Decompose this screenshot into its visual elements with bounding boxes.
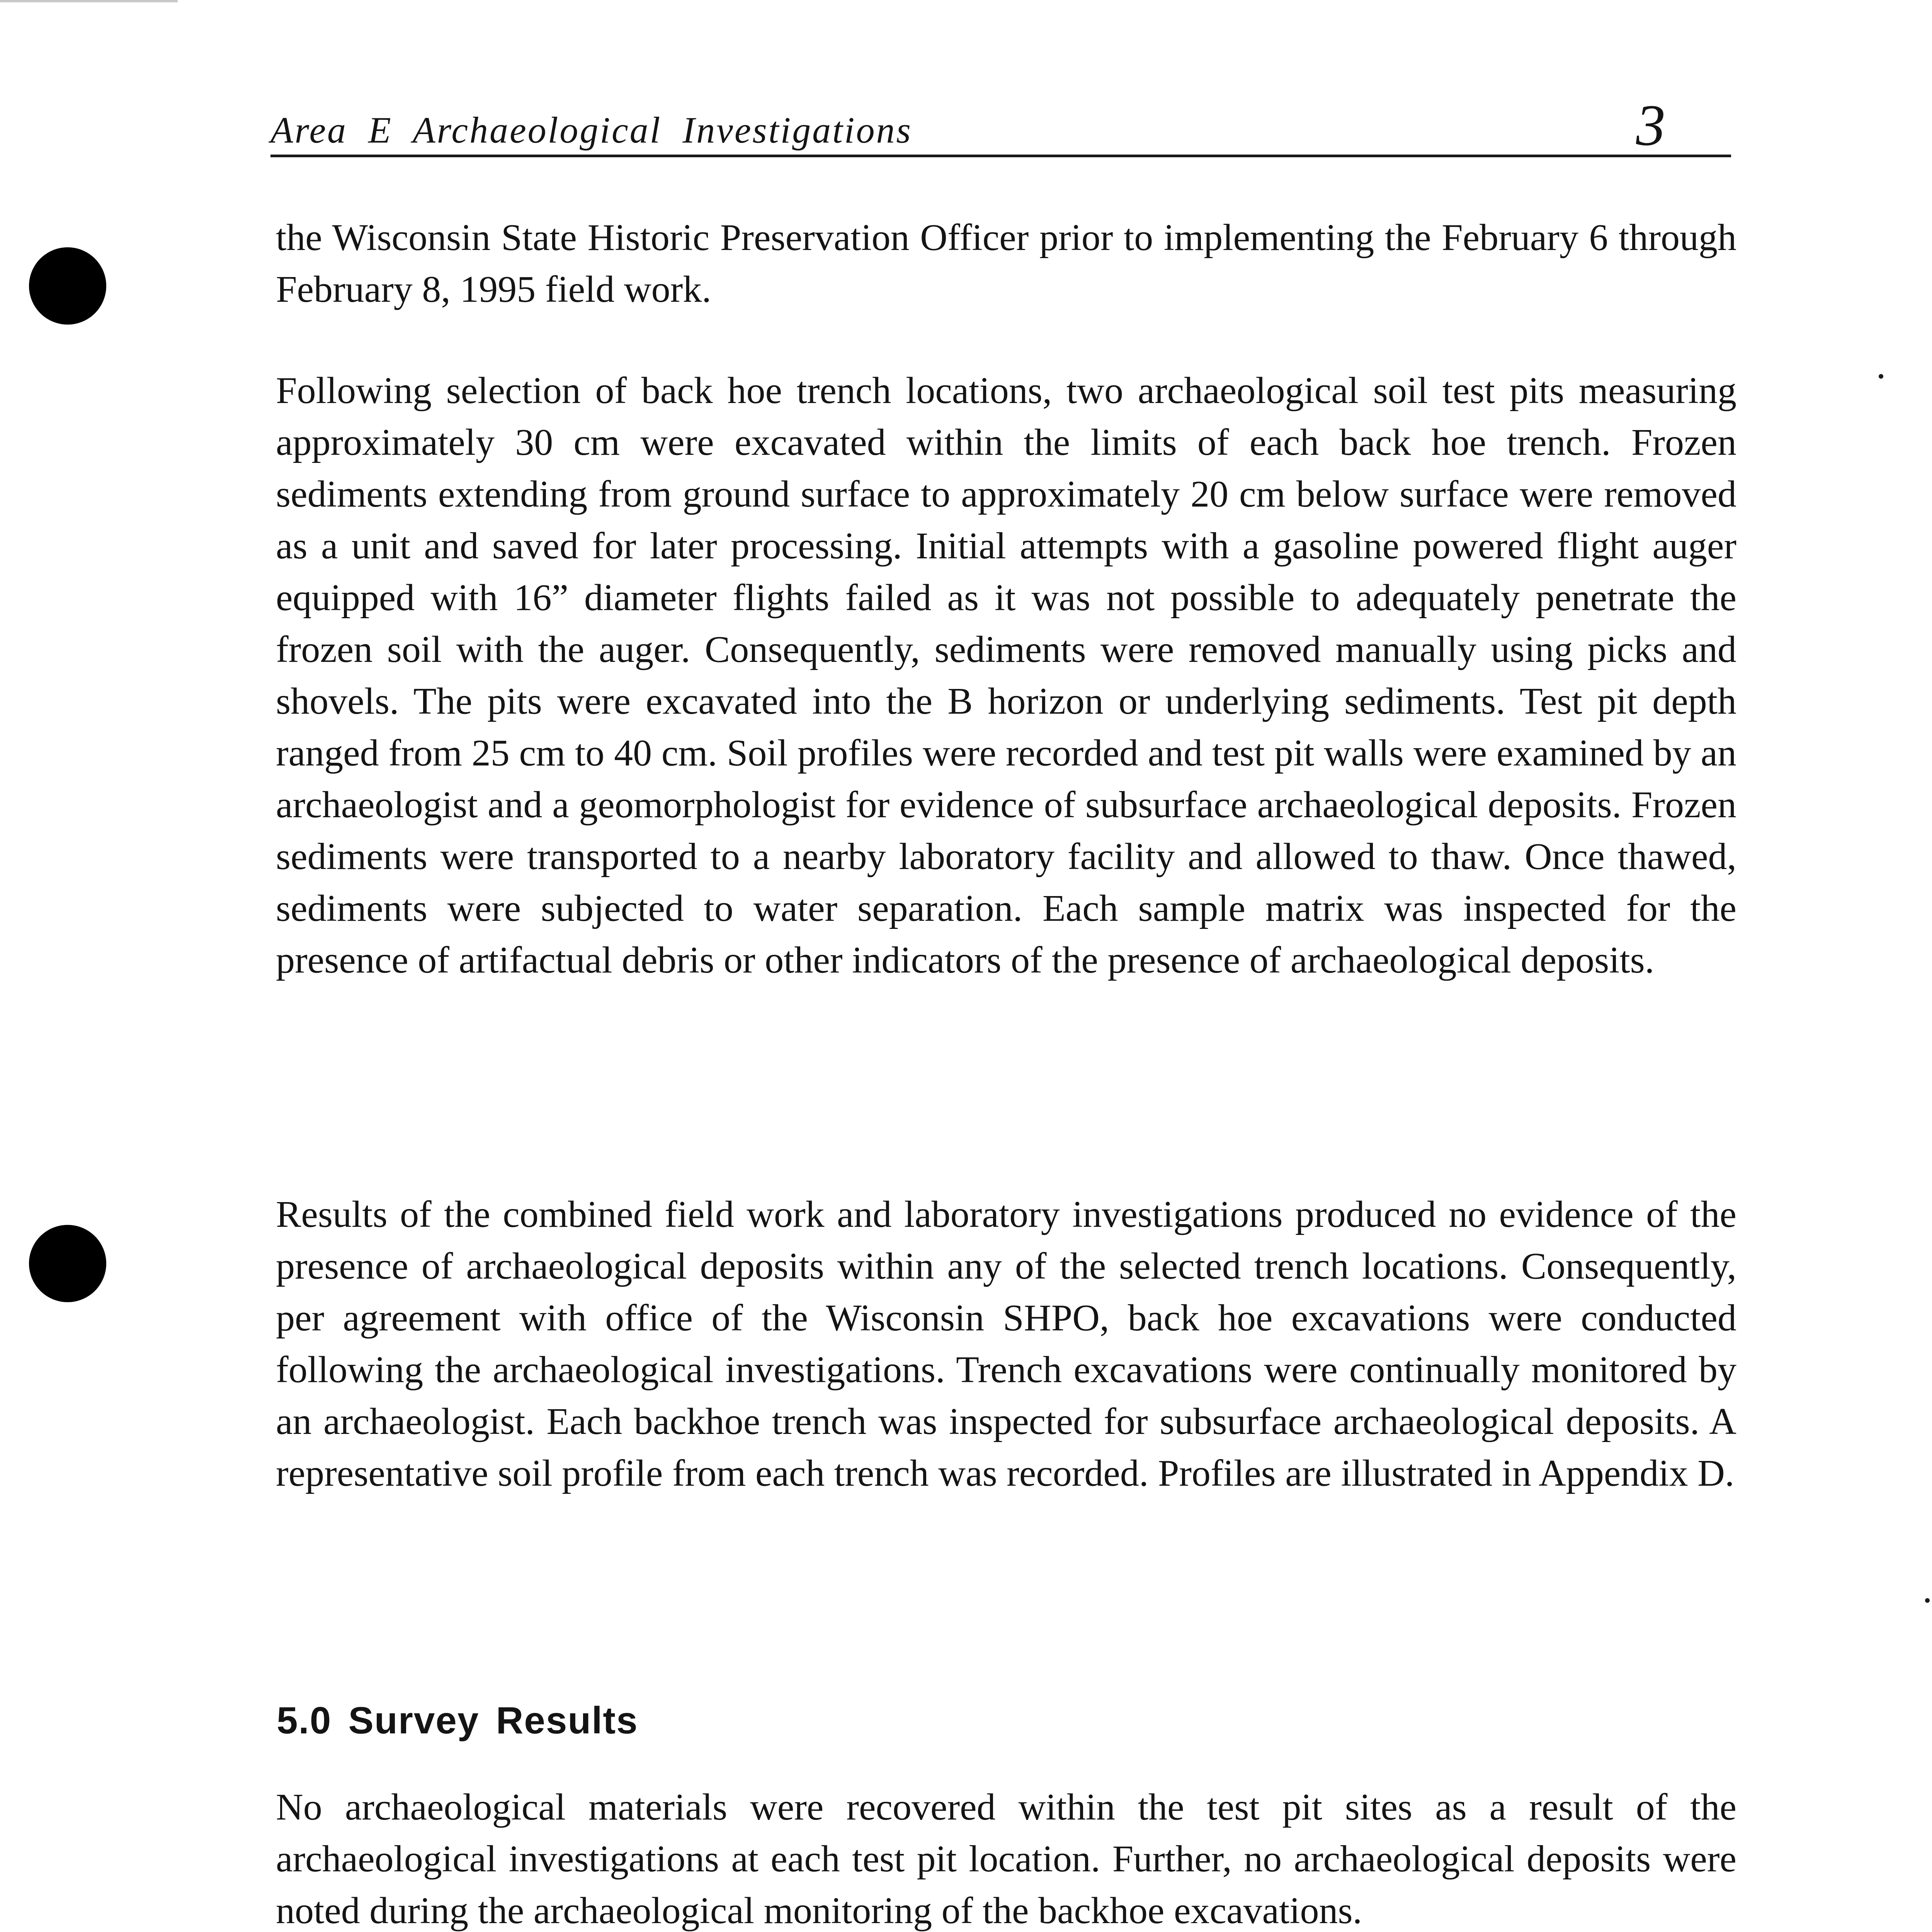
binder-hole-top (29, 247, 106, 325)
paragraph-field-methods: Following selection of back hoe trench locations, two archaeological soil test pits measuring approximately 30 cm were excavated within the limits of each back hoe trench. Frozen sediments extending from ground surface to approximately 20 cm below surface were removed as a unit and saved for later processing. Initial attempts with a gasoline powered flight auger equipped with 16” diameter flights failed as it was not possible to adequately penetrate the frozen soil with the auger. Consequently, sediments were removed manually using picks and shovels. The pits were excavated into the B horizon or underlying sediments. Test pit depth ranged from 25 cm to 40 cm. Soil profiles were recorded and test pit walls were examined by an archaeologist and a geomorphologist for evidence of subsurface archaeological deposits. Frozen sediments were transported to a nearby laboratory facility and allowed to thaw. Once thawed, sediments were subjected to water separation. Each sample matrix was inspected for the presence of artifactual debris or other indicators of the presence of archaeological deposits. (276, 370, 1736, 981)
scan-edge-mark (0, 0, 178, 2)
section-heading: 5.0 Survey Results (277, 1699, 638, 1742)
scan-speck (1925, 1598, 1930, 1603)
paragraph-results: Results of the combined field work and laboratory investigations produced no evidence of the presence of archaeological deposits within any of the selected trench locations. Consequently, per agreement with office of the Wisconsin SHPO, back hoe excavations were conducted following the archaeological investigations. Trench excavations were continually monitored by an archaeologist. Each backhoe trench was inspected for subsurface archaeological deposits. A representative soil profile from each trench was recorded. Profiles are illustrated in Appendix D. (276, 1194, 1736, 1494)
binder-hole-middle (29, 1225, 106, 1302)
page-number: 3 (1636, 93, 1665, 158)
running-title: Area E Archaeological Investigations (270, 109, 912, 151)
scan-speck (1879, 374, 1883, 379)
page-header (270, 93, 1731, 157)
paragraph-survey-results: No archaeological materials were recovered within the test pit sites as a result of the archaeological investigations at each test pit location. Further, no archaeological deposits were noted during the archaeological monitoring of the backhoe excavations. (276, 1786, 1736, 1932)
paragraph-continuation: the Wisconsin State Historic Preservation Officer prior to implementing the February 6 through February 8, 1995 field work. (276, 217, 1736, 310)
